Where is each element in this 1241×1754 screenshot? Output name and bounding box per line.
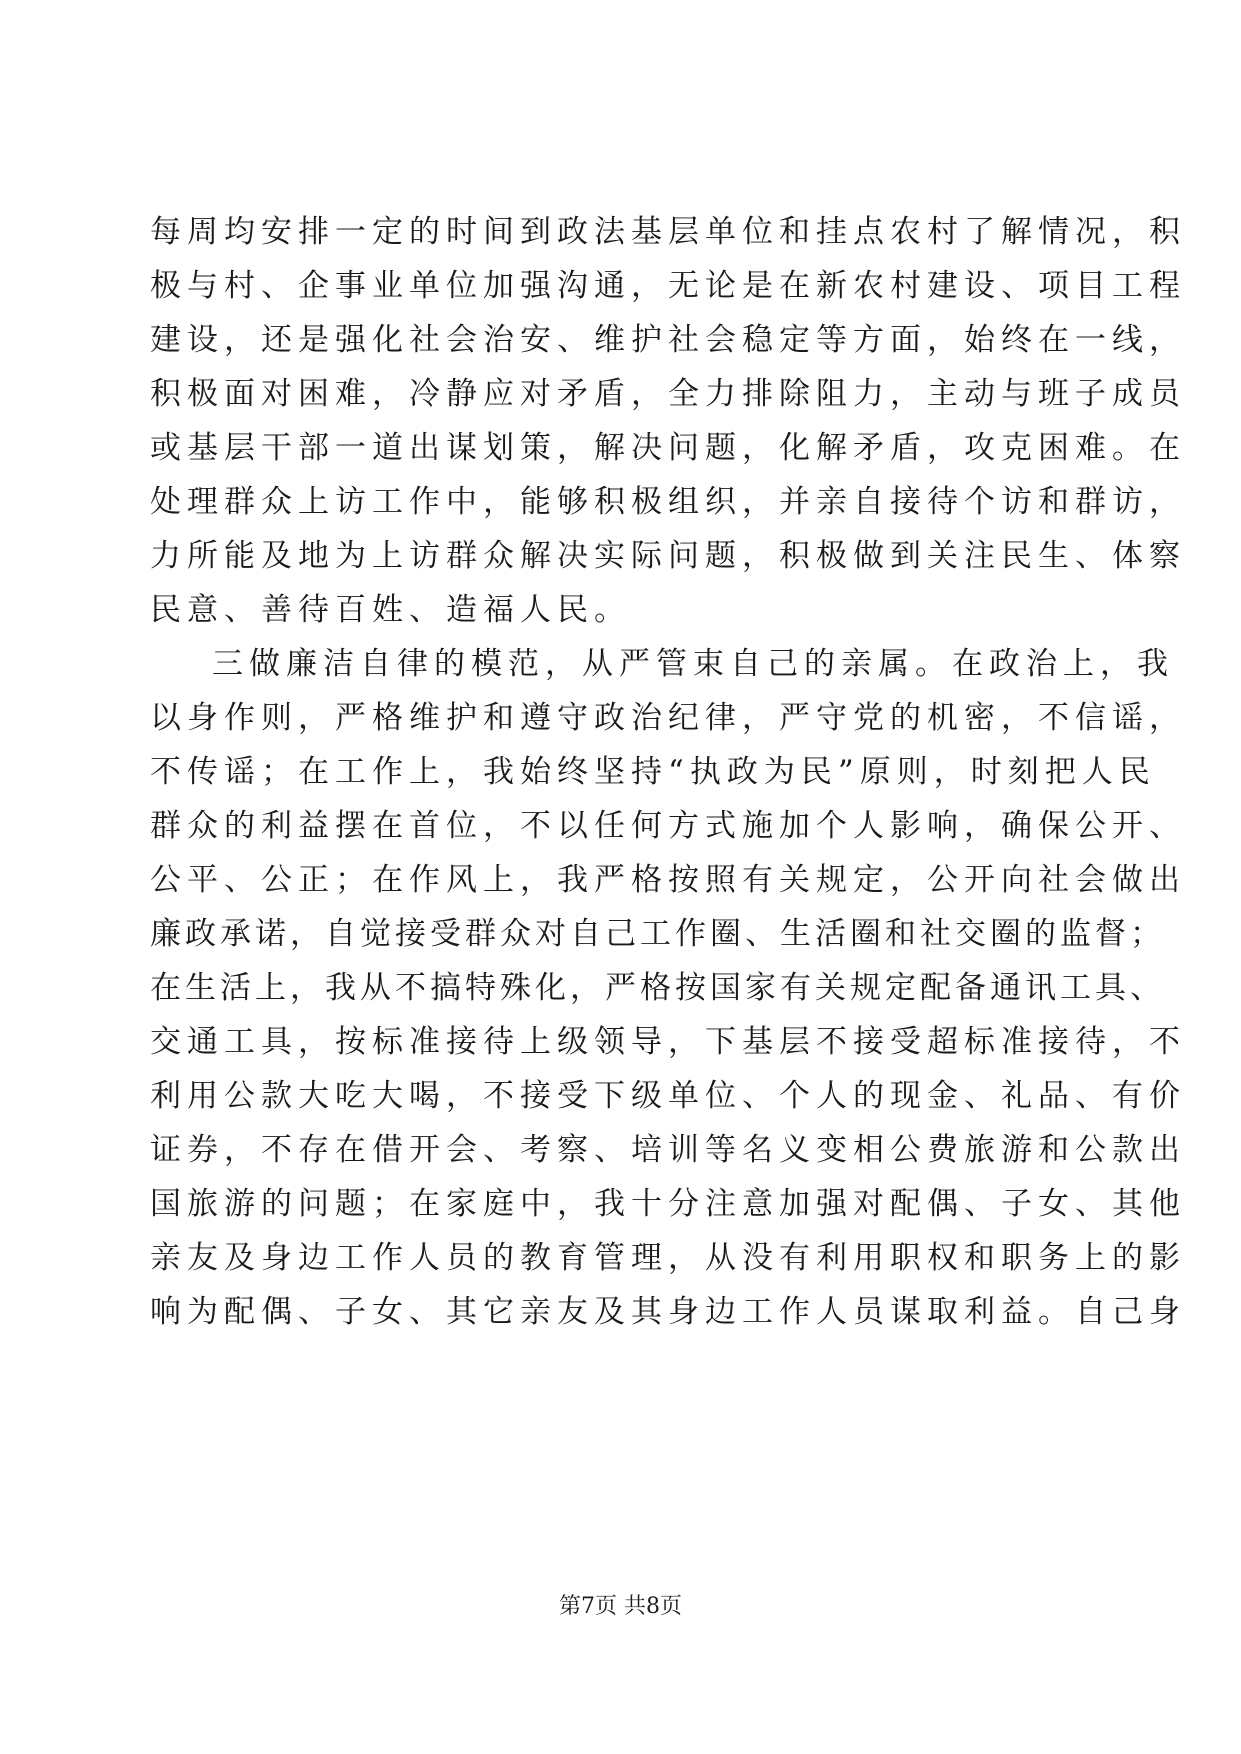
paragraph-first-line: 三做廉洁自律的模范，从严管束自己的亲属。在政治上，我 [212,646,1174,682]
text-line: 积极面对困难，冷静应对矛盾，全力排除阻力，主动与班子成员 [150,376,1186,412]
text-line: 不传谣；在工作上，我始终坚持“执政为民”原则，时刻把人民 [150,754,1156,790]
text-line: 证券，不存在借开会、考察、培训等名义变相公费旅游和公款出 [150,1132,1186,1168]
text-line: 以身作则，严格维护和遵守政治纪律，严守党的机密，不信谣， [150,700,1186,736]
text-line: 每周均安排一定的时间到政法基层单位和挂点农村了解情况，积 [150,214,1186,250]
text-line: 处理群众上访工作中，能够积极组织，并亲自接待个访和群访， [150,484,1186,520]
text-line: 廉政承诺，自觉接受群众对自己工作圈、生活圈和社交圈的监督； [150,916,1165,952]
text-line: 亲友及身边工作人员的教育管理，从没有利用职权和职务上的影 [150,1240,1186,1276]
page-number-footer: 第7页 共8页 [559,1594,682,1619]
text-line: 群众的利益摆在首位，不以任何方式施加个人影响，确保公开、 [150,808,1186,844]
text-line: 或基层干部一道出谋划策，解决问题，化解矛盾，攻克困难。在 [150,430,1186,466]
text-line: 响为配偶、子女、其它亲友及其身边工作人员谋取利益。自己身 [150,1294,1186,1330]
text-line: 公平、公正；在作风上，我严格按照有关规定，公开向社会做出 [150,862,1186,898]
text-line: 建设，还是强化社会治安、维护社会稳定等方面，始终在一线， [150,322,1186,358]
text-line: 民意、善待百姓、造福人民。 [150,592,631,628]
text-line: 交通工具，按标准接待上级领导，下基层不接受超标准接待，不 [150,1024,1186,1060]
text-line: 极与村、企事业单位加强沟通，无论是在新农村建设、项目工程 [150,268,1186,304]
text-line: 力所能及地为上访群众解决实际问题，积极做到关注民生、体察 [150,538,1186,574]
text-line: 在生活上，我从不搞特殊化，严格按国家有关规定配备通讯工具、 [150,970,1165,1006]
text-line: 利用公款大吃大喝，不接受下级单位、个人的现金、礼品、有价 [150,1078,1186,1114]
text-line: 国旅游的问题；在家庭中，我十分注意加强对配偶、子女、其他 [150,1186,1186,1222]
